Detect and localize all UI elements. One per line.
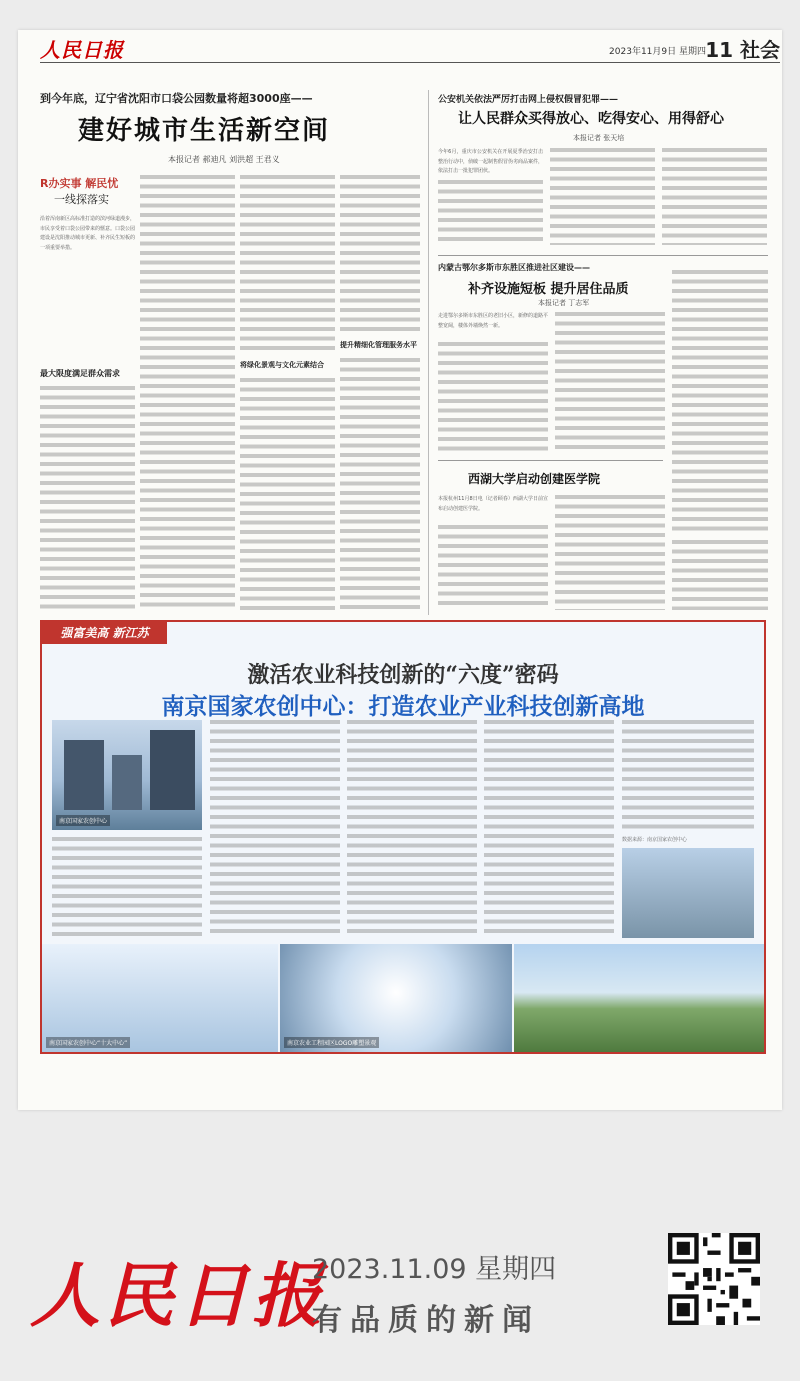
article3-lead-text: 走进鄂尔多斯市东胜区的老旧小区，新修的道路平整宽阔，楼体外墙焕然一新。 bbox=[438, 313, 548, 329]
article1-subhead-1-text: 最大限度满足群众需求 bbox=[40, 369, 120, 378]
ad-body-col2 bbox=[210, 720, 340, 937]
article1-body-col2 bbox=[140, 175, 235, 610]
column-tag bbox=[40, 175, 135, 215]
ad-photo-greenhouse bbox=[514, 944, 764, 1052]
ad-photo-sculpture bbox=[280, 944, 512, 1052]
article3-kicker-box bbox=[438, 262, 678, 276]
article4-lead bbox=[438, 495, 548, 523]
article1-body-col4b bbox=[340, 358, 420, 610]
ad-caption-2: 南京国家农创中心“十大中心” bbox=[46, 1037, 130, 1048]
article2-body-col2 bbox=[550, 148, 655, 245]
article2-title-box bbox=[458, 108, 768, 130]
article2-title: 让人民群众买得放心、吃得安心、用得舒心 bbox=[458, 111, 724, 127]
article2-byline: 本报记者 张天培 bbox=[573, 134, 625, 142]
article1-body-col3b bbox=[240, 378, 335, 610]
article1-byline: 本报记者 郝迪凡 刘洪超 王君义 bbox=[168, 155, 280, 164]
article2-kicker-box bbox=[438, 92, 768, 106]
article2-body-col3 bbox=[662, 148, 767, 245]
footer-date: 2023.11.09 星期四 bbox=[312, 1254, 557, 1285]
building-shape-1 bbox=[64, 740, 104, 810]
ad-photo-aerial bbox=[622, 848, 754, 938]
article1-body-col4a bbox=[340, 175, 420, 335]
footer-slogan: 有品质的新闻 bbox=[312, 1303, 540, 1338]
qr-code[interactable] bbox=[668, 1233, 760, 1325]
article1-subhead-3 bbox=[340, 340, 425, 354]
feature-advert bbox=[40, 620, 766, 1054]
masthead-date: 2023年11月9日 星期四 bbox=[609, 47, 706, 57]
article2-kicker: 公安机关依法严厉打击网上侵权假冒犯罪—— bbox=[438, 95, 619, 105]
article1-kicker-box bbox=[40, 90, 420, 110]
ad-title-line2: 南京国家农创中心：打造农业产业科技创新高地 bbox=[161, 694, 645, 720]
column-tag-title: R办实事 解民忧 bbox=[40, 177, 119, 190]
ad-body-col1 bbox=[52, 837, 202, 937]
article4-body-col1 bbox=[438, 525, 548, 610]
article4-body-col2 bbox=[555, 495, 665, 610]
ad-credit: 数据来源：南京国家农创中心 bbox=[622, 837, 688, 843]
article1-subhead-2-text: 将绿化景观与文化元素结合 bbox=[240, 361, 324, 369]
article3-title-box bbox=[468, 278, 668, 298]
article1-title: 建好城市生活新空间 bbox=[78, 116, 331, 146]
article3-lead bbox=[438, 312, 548, 340]
ad-body-col3 bbox=[347, 720, 477, 937]
ad-caption-1: 南京国家农创中心 bbox=[56, 815, 110, 826]
column-tag-sub: 一线探落实 bbox=[54, 193, 109, 206]
article4-title-box bbox=[468, 470, 668, 490]
article3-body-col2 bbox=[555, 312, 665, 452]
article4-lead-text: 本报杭州11月8日电（记者顾春）西湖大学日前宣布启动创建医学院。 bbox=[438, 496, 548, 512]
article3-body-col1 bbox=[438, 342, 548, 452]
masthead bbox=[40, 34, 780, 63]
article3-byline: 本报记者 丁志军 bbox=[538, 299, 590, 307]
article3-kicker: 内蒙古鄂尔多斯市东胜区推进社区建设—— bbox=[438, 263, 590, 272]
footer-logo: 人民日报 bbox=[30, 1254, 326, 1337]
column-divider bbox=[428, 90, 429, 615]
masthead-logo: 人民日报 bbox=[40, 38, 124, 62]
article2-lead bbox=[438, 148, 543, 178]
article3-title: 补齐设施短板 提升居住品质 bbox=[468, 282, 629, 297]
article1-lead-text: 沿着浑南新区高标准打造的滨河绿道漫步，市民享受着口袋公园带来的惬意。口袋公园建设是沈阳推动城市更新、补齐民生短板的一项重要举措。 bbox=[40, 216, 135, 251]
ad-photo-lab bbox=[42, 944, 278, 1052]
ad-badge: 强富美高 新江苏 bbox=[42, 622, 167, 644]
ad-caption-3: 南京农业工程园区LOGO雕塑景观 bbox=[284, 1037, 379, 1048]
divider-line-1 bbox=[438, 255, 768, 256]
article4-title: 西湖大学启动创建医学院 bbox=[468, 472, 601, 486]
article4-body-col3 bbox=[672, 540, 768, 610]
ad-body-col5 bbox=[622, 720, 754, 832]
page-number: 11 社会 bbox=[705, 38, 780, 62]
ad-body-col4 bbox=[484, 720, 614, 937]
article1-kicker: 到今年底，辽宁省沈阳市口袋公园数量将超3000座—— bbox=[40, 92, 313, 105]
article1-subhead-3-text: 提升精细化管理服务水平 bbox=[340, 341, 417, 349]
ad-photo-building bbox=[52, 720, 202, 830]
building-shape-3 bbox=[150, 730, 195, 810]
building-shape-2 bbox=[112, 755, 142, 810]
article1-subhead-1 bbox=[40, 368, 135, 382]
article1-subhead-2 bbox=[240, 360, 335, 374]
article2-body-col1 bbox=[438, 180, 543, 245]
article1-title-box bbox=[78, 110, 418, 152]
article2-lead-text: 今年6月，重庆市公安机关在开展夏季治安打击整治行动中，侦破一起制售假冒伪劣商品案件，依法打击一批犯罪团伙。 bbox=[438, 149, 543, 174]
divider-line-2 bbox=[438, 460, 663, 461]
article3-body-col3 bbox=[672, 270, 768, 535]
newspaper-page bbox=[18, 30, 782, 1110]
ad-title-line1: 激活农业科技创新的“六度”密码 bbox=[247, 662, 559, 688]
article1-body-col3a bbox=[240, 175, 335, 355]
article1-body-col1 bbox=[40, 386, 135, 611]
article1-lead bbox=[40, 215, 135, 365]
